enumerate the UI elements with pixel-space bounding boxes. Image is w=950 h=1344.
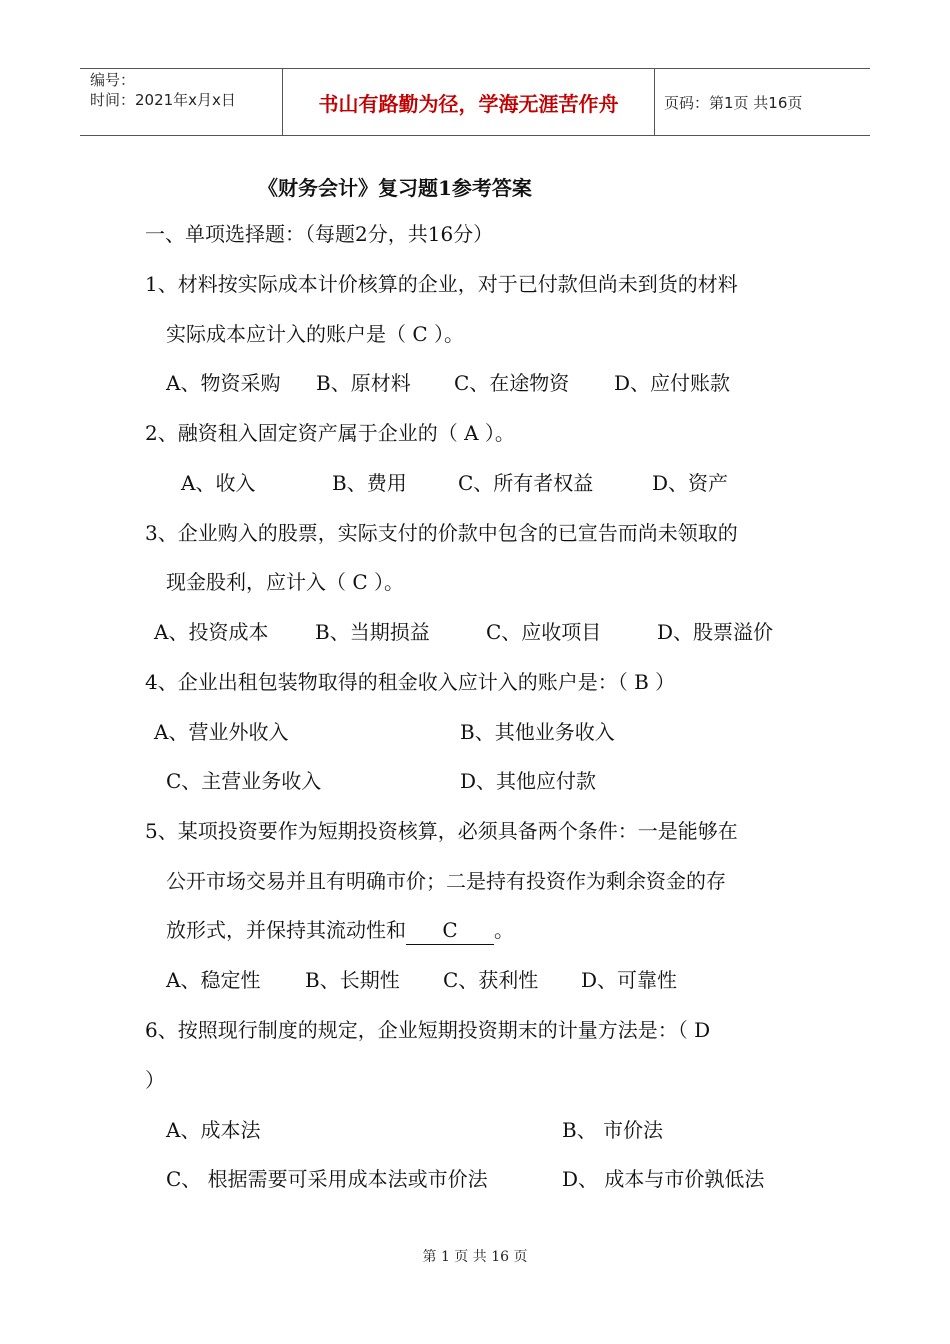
q3-option-a: A、投资成本 <box>154 620 269 644</box>
q5-option-c: C、获利性 <box>443 968 539 992</box>
q4-option-a: A、营业外收入 <box>154 720 289 744</box>
q1-option-d: D、应付账款 <box>614 371 731 395</box>
header-page-info: 页码：第1页 共16页 <box>664 94 803 112</box>
q1-line2: 实际成本应计入的账户是（ C ）。 <box>166 322 465 346</box>
q4-option-b: B、其他业务收入 <box>460 720 615 744</box>
q1-line1: 1、材料按实际成本计价核算的企业，对于已付款但尚未到货的材料 <box>145 272 738 296</box>
section-heading: 一、单项选择题：（每题2分，共16分） <box>145 222 494 246</box>
q1-option-a: A、物资采购 <box>166 371 281 395</box>
q2-option-d: D、资产 <box>652 471 729 495</box>
q1-option-c: C、在途物资 <box>454 371 570 395</box>
q6-option-a: A、成本法 <box>166 1118 261 1142</box>
q6-option-d: D、 成本与市价孰低法 <box>562 1167 765 1191</box>
header-time-label: 时间：2021年x月x日 <box>90 91 236 109</box>
q5-line3-end: 。 <box>494 918 514 942</box>
q5-line1: 5、某项投资要作为短期投资核算，必须具备两个条件：一是能够在 <box>145 819 738 843</box>
header-divider-2 <box>654 68 655 135</box>
q6-option-c: C、 根据需要可采用成本法或市价法 <box>166 1167 488 1191</box>
header-top-border <box>80 68 870 69</box>
q5-option-b: B、长期性 <box>305 968 400 992</box>
q6-line2: ） <box>145 1068 165 1092</box>
q5-answer-blank: C <box>406 916 494 945</box>
header-motto: 书山有路勤为径，学海无涯苦作舟 <box>318 92 619 116</box>
q4-option-d: D、其他应付款 <box>460 769 597 793</box>
header-number-label: 编号： <box>90 71 136 89</box>
q1-option-b: B、原材料 <box>316 371 411 395</box>
q3-option-b: B、当期损益 <box>315 620 430 644</box>
q2-option-b: B、费用 <box>332 471 407 495</box>
header-bottom-border <box>80 135 870 136</box>
q4-line1: 4、企业出租包装物取得的租金收入应计入的账户是：（ B ） <box>145 670 676 694</box>
q2-option-c: C、所有者权益 <box>458 471 594 495</box>
q5-line2: 公开市场交易并且有明确市价；二是持有投资作为剩余资金的存 <box>166 869 726 893</box>
document-title: 《财务会计》复习题1参考答案 <box>258 176 532 200</box>
header-left-cell <box>90 70 236 110</box>
q5-line3-text: 放形式，并保持其流动性和 <box>166 918 406 942</box>
q5-option-a: A、稳定性 <box>166 968 261 992</box>
q3-line1: 3、企业购入的股票，实际支付的价款中包含的已宣告而尚未领取的 <box>145 521 738 545</box>
q3-line2: 现金股利，应计入（ C ）。 <box>166 570 405 594</box>
q2-option-a: A、收入 <box>181 471 256 495</box>
q3-option-c: C、应收项目 <box>486 620 602 644</box>
q6-line1: 6、按照现行制度的规定，企业短期投资期末的计量方法是：（ D <box>145 1018 711 1042</box>
q6-option-b: B、 市价法 <box>562 1118 664 1142</box>
page-footer: 第 1 页 共 16 页 <box>422 1249 528 1265</box>
q2-line1: 2、融资租入固定资产属于企业的（ A ）。 <box>145 421 515 445</box>
q3-option-d: D、股票溢价 <box>657 620 774 644</box>
q5-option-d: D、可靠性 <box>581 968 678 992</box>
q5-line3 <box>166 916 514 945</box>
q4-option-c: C、主营业务收入 <box>166 769 322 793</box>
